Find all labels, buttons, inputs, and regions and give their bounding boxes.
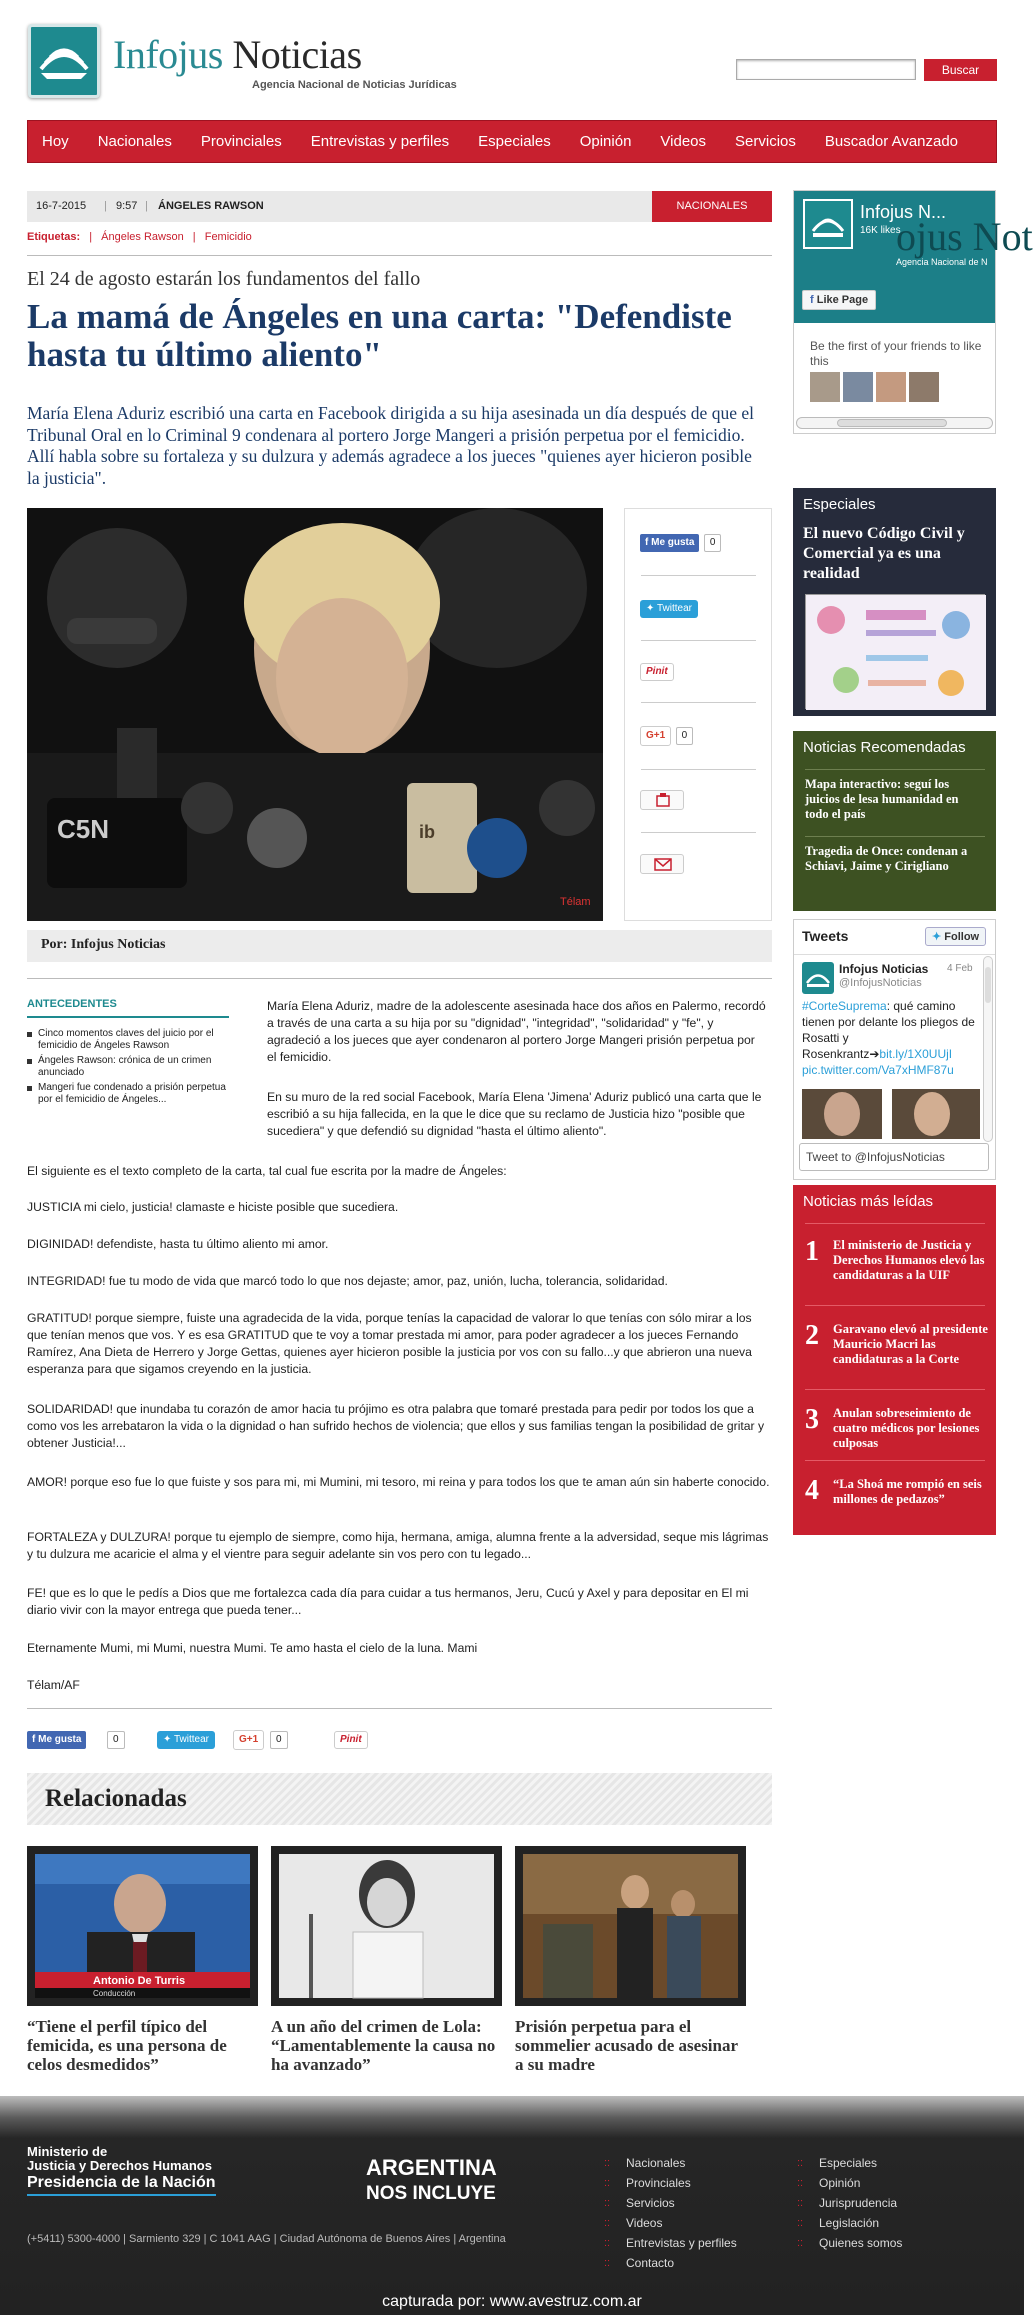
- avatar[interactable]: [843, 372, 873, 402]
- body-paragraph: DIGINIDAD! defendiste, hasta tu último aliento mi amor.: [27, 1237, 329, 1251]
- body-paragraph: JUSTICIA mi cielo, justicia! clamaste e hiciste posible que sucediera.: [27, 1200, 399, 1214]
- pinterest-button[interactable]: Pinit: [334, 1731, 368, 1749]
- fb-cover-brand: ojus Not: [896, 214, 1033, 259]
- antecedentes-box: [27, 998, 229, 1109]
- facebook-like-count: 0: [704, 534, 722, 552]
- fb-page-avatar[interactable]: [803, 199, 853, 249]
- body-paragraph: FE! que es lo que le pedís a Dios que me fortalezca cada día para cuidar a tus hermanos, Jeru, Cucú y Axel y para depositar en El mi diario vivir con la mayor entrega que pueda tener...: [27, 1586, 749, 1617]
- print-icon: [640, 790, 684, 810]
- tweet-text: #CorteSuprema: qué camino tienen por delante los pliegos de Rosatti y Rosenkrantz➔bit.ly/1X0UUjI pic.twitter.com/Va7xHMF87u: [802, 999, 975, 1077]
- fb-friend-avatars: [810, 372, 939, 402]
- tag-link[interactable]: Femicidio: [204, 231, 252, 243]
- article-kicker: El 24 de agosto estarán los fundamentos del fallo: [27, 268, 421, 290]
- related-thumbnail[interactable]: [271, 1846, 502, 2006]
- svg-text:ib: ib: [419, 822, 435, 842]
- google-plus-count: 0: [270, 1731, 288, 1749]
- body-paragraph: AMOR! porque eso fue lo que fuiste y sos para mi, mi Mumini, mi tesoro, mi reina y para todos los que te aman aún sin haberte conocido.: [27, 1475, 770, 1489]
- recomendada-item[interactable]: Tragedia de Once: condenan a Schiavi, Jaime y Cirigliano: [805, 844, 968, 873]
- facebook-page-widget: [793, 190, 1033, 434]
- recomendada-item[interactable]: Mapa interactivo: seguí los juicios de lesa humanidad en todo el país: [805, 777, 959, 821]
- avatar[interactable]: [909, 372, 939, 402]
- footer-ministerio[interactable]: Ministerio de Justicia y Derechos Humanos: [27, 2144, 212, 2173]
- twitter-bird-icon: ✦: [646, 603, 657, 614]
- tweet-link[interactable]: bit.ly/1X0UUjI: [879, 1047, 953, 1061]
- footer-link[interactable]: :: Contacto: [604, 2253, 737, 2273]
- divider: [27, 255, 772, 256]
- footer-link[interactable]: :: Legislación: [797, 2213, 902, 2233]
- facebook-like-button[interactable]: f Me gusta: [640, 534, 699, 552]
- nav-item-provinciales[interactable]: Provinciales: [200, 133, 282, 150]
- pinterest-button[interactable]: Pinit: [640, 663, 674, 681]
- tweets-title: Tweets: [802, 928, 849, 944]
- nav-item-videos[interactable]: Videos: [660, 133, 707, 150]
- related-overlay-role: Conducción: [93, 1989, 136, 1998]
- nav-item-nacionales[interactable]: Nacionales: [97, 133, 172, 150]
- body-paragraph: GRATITUD! porque siempre, fuiste una agradecida de la vida, porque tenías la capacidad de valorar lo que tenías con sólo mirar a los que tenían menos que vos. Y es esa GRATITUD que te voy a tomar prestada mi amor, para poder agradecer a los jueces Fernando Ramírez, Ana Dieta de Herrero y Jorge Gettas, quienes ayer hicieron posible la justicia por vos con su fallo...y que abrieron una nueva esperanza para que sigamos creyendo en la justicia.: [27, 1311, 752, 1376]
- share-column: [624, 508, 772, 921]
- related-thumbnail[interactable]: [27, 1846, 258, 2006]
- email-button[interactable]: [640, 854, 684, 880]
- tweet-author-name[interactable]: Infojus Noticias: [839, 962, 929, 976]
- envelope-icon: [640, 854, 684, 874]
- nav-item-buscador[interactable]: Buscador Avanzado: [824, 133, 959, 150]
- related-caption[interactable]: A un año del crimen de Lola: “Lamentablemente la causa no ha avanzado”: [271, 2017, 496, 2074]
- body-paragraph: El siguiente es el texto completo de la carta, tal cual fue escrita por la madre de Ángeles:: [27, 1164, 507, 1178]
- fb-first-friends: Be the first of your friends to like this: [810, 339, 982, 368]
- antecedente-link[interactable]: Ángeles Rawson: crónica de un crimen anunciado: [27, 1055, 229, 1079]
- nav-item-servicios[interactable]: Servicios: [735, 133, 796, 150]
- footer-link[interactable]: :: Videos: [604, 2213, 737, 2233]
- mas-leida-item[interactable]: 1 El ministerio de Justicia y Derechos Humanos elevó las candidaturas a la UIF: [805, 1236, 985, 1282]
- bottom-share-bar: [27, 1728, 772, 1754]
- article-topic[interactable]: ÁNGELES RAWSON: [158, 200, 264, 212]
- article-date: 16-7-2015: [36, 200, 87, 212]
- article-lead: María Elena Aduriz escribió una carta en Facebook dirigida a su hija asesinada un día después de que el Tribunal Oral en lo Criminal 9 condenara al portero Jorge Mangeri a prisión perpetua por el femicidio. Allí habla sobre su fortaleza y su dulzura y además agradece a los jueces "quienes ayer hicieron posible la justicia".: [27, 403, 754, 488]
- body-paragraph: Eternamente Mumi, mi Mumi, nuestra Mumi. Te amo hasta el cielo de la luna. Mami: [27, 1641, 478, 1655]
- main-nav: [27, 120, 997, 163]
- related-caption[interactable]: Prisión perpetua para el sommelier acusado de asesinar a su madre: [515, 2017, 738, 2074]
- google-plus-count: 0: [676, 727, 694, 745]
- google-plus-button[interactable]: G+1: [640, 726, 671, 746]
- footer-link[interactable]: :: Quienes somos: [797, 2233, 902, 2253]
- footer-contact: (+5411) 5300-4000 | Sarmiento 329 | C 1041 AAG | Ciudad Autónoma de Buenos Aires | Argentina: [27, 2233, 506, 2245]
- facebook-icon: f: [810, 294, 817, 306]
- footer-presidencia[interactable]: Presidencia de la Nación: [27, 2174, 216, 2196]
- tag-link[interactable]: Ángeles Rawson: [101, 231, 184, 243]
- tweet-hashtag[interactable]: #CorteSuprema: [802, 999, 887, 1013]
- avatar[interactable]: [802, 962, 834, 994]
- photo-credit: Télam: [560, 896, 591, 908]
- footer-links-col2: [797, 2153, 902, 2253]
- antecedente-link[interactable]: Cinco momentos claves del juicio por el femicidio de Ángeles Rawson: [27, 1028, 229, 1052]
- tweet-image[interactable]: [802, 1089, 980, 1139]
- recomendadas-title: Noticias Recomendadas: [803, 739, 966, 756]
- article-source: Télam/AF: [27, 1678, 80, 1692]
- body-paragraph: SOLIDARIDAD! que inundaba tu corazón de amor hacia tu prójimo es otra palabra que tomaré prestada para pedir por todos los que a como vos les arrebataron la vida o la dignidad o han sufrido hechos de violencia; que ellos y sus familias tengan la posibilidad de gritar y obtener Justicia!...: [27, 1402, 765, 1450]
- footer-link[interactable]: :: Servicios: [604, 2193, 737, 2213]
- nav-item-hoy[interactable]: Hoy: [42, 133, 69, 150]
- article-time: 9:57: [116, 200, 138, 212]
- tweets-scrollbar[interactable]: [983, 956, 993, 1142]
- mas-leidas-box: [793, 1185, 996, 1535]
- avatar[interactable]: [810, 372, 840, 402]
- recomendadas-box: [793, 731, 996, 911]
- print-button[interactable]: [640, 790, 684, 816]
- avatar[interactable]: [876, 372, 906, 402]
- site-logo[interactable]: [28, 24, 100, 98]
- facebook-like-button[interactable]: f Me gusta: [27, 1731, 86, 1749]
- article-headline: La mamá de Ángeles en una carta: "Defendiste hasta tu último aliento": [27, 297, 732, 374]
- divider: [27, 978, 772, 979]
- mas-leida-item[interactable]: 2 Garavano elevó al presidente Mauricio Macri las candidaturas a la Corte: [805, 1320, 988, 1366]
- antecedente-link[interactable]: Mangeri fue condenado a prisión perpetua por el femicidio de Ángeles...: [27, 1082, 229, 1106]
- tweet-author-handle[interactable]: @InfojusNoticias: [839, 977, 922, 989]
- related-overlay-name: Antonio De Turris: [93, 1975, 186, 1987]
- related-title: Relacionadas: [27, 1773, 772, 1825]
- fb-likes-count: 16K likes: [860, 225, 901, 236]
- nav-item-opinion[interactable]: Opinión: [579, 133, 632, 150]
- fb-page-name[interactable]: Infojus N...: [860, 202, 947, 222]
- divider: [27, 1708, 772, 1709]
- article-photo[interactable]: [27, 508, 603, 921]
- twitter-widget: [793, 919, 996, 1180]
- section-badge[interactable]: NACIONALES: [652, 191, 772, 222]
- brand-name[interactable]: Infojus Noticias: [113, 32, 362, 77]
- body-paragraph: En su muro de la red social Facebook, María Elena 'Jimena' Aduriz publicó una carta que le escribió a su hija fallecida, en la que le dice que su reclamo de Justicia hizo "posible que sucediera" y que defendió su dignidad "hasta el último aliento".: [267, 1090, 762, 1138]
- mas-leida-item[interactable]: 3 Anulan sobreseimiento de cuatro médicos por lesiones culposas: [805, 1404, 980, 1450]
- tweet-button[interactable]: ✦ Twittear: [157, 1731, 215, 1749]
- fb-like-page-button[interactable]: f Like Page: [802, 290, 876, 310]
- search-input[interactable]: [736, 59, 916, 80]
- especiales-title: Especiales: [803, 496, 876, 513]
- footer-argentina-logo: ARGENTINA NOS INCLUYE: [366, 2155, 497, 2204]
- fb-widget-scrollbar[interactable]: [796, 417, 993, 429]
- google-plus-button[interactable]: G+1: [233, 1730, 264, 1750]
- body-paragraph: María Elena Aduriz, madre de la adolescente asesinada hace dos años en Palermo, recordó a través de una carta a su hija por su "dignidad", "integridad", "solidaridad" y "fe", y agradeció a los jueces que ayer condenaron al portero Jorge Mangeri prisión perpetua por el femicidio.: [267, 999, 766, 1064]
- tags-label: Etiquetas:: [27, 231, 81, 243]
- footer-link[interactable]: :: Jurisprudencia: [797, 2193, 902, 2213]
- mas-leida-item[interactable]: 4 “La Shoá me rompió en seis millones de pedazos”: [805, 1475, 982, 1506]
- twitter-bird-icon: ✦: [163, 1734, 174, 1745]
- twitter-follow-button[interactable]: ✦ Follow: [925, 927, 986, 946]
- facebook-cover[interactable]: [794, 191, 1033, 323]
- especiales-item[interactable]: El nuevo Código Civil y Comercial ya es una realidad: [803, 525, 965, 582]
- facebook-icon: f: [645, 537, 652, 548]
- footer-link[interactable]: :: Nacionales: [604, 2153, 737, 2173]
- footer-link[interactable]: :: Opinión: [797, 2173, 902, 2193]
- twitter-bird-icon: ✦: [932, 931, 945, 943]
- tweet-date[interactable]: 4 Feb: [947, 963, 973, 974]
- tweet-to-input[interactable]: Tweet to @InfojusNoticias: [799, 1143, 989, 1171]
- nav-item-entrevistas[interactable]: Entrevistas y perfiles: [310, 133, 450, 150]
- article-byline: Por: Infojus Noticias: [27, 930, 772, 962]
- facebook-icon: f: [32, 1734, 39, 1745]
- footer-link[interactable]: :: Especiales: [797, 2153, 902, 2173]
- especiales-box: [793, 488, 996, 716]
- especiales-image[interactable]: [805, 594, 985, 709]
- tweet-button[interactable]: ✦ Twittear: [640, 600, 698, 618]
- footer-link[interactable]: :: Entrevistas y perfiles: [604, 2233, 737, 2253]
- body-paragraph: FORTALEZA y DULZURA! porque tu ejemplo de siempre, como hija, hermana, amiga, alumna frente a la adversidad, seque mis lágrimas y tu dulzura me acaricie el alma y el vientre para seguir adelante sin vos pero con tu legado...: [27, 1530, 769, 1561]
- facebook-like-count: 0: [107, 1731, 125, 1749]
- tweet-link[interactable]: pic.twitter.com/Va7xHMF87u: [802, 1063, 954, 1077]
- antecedentes-title: ANTECEDENTES: [27, 998, 229, 1018]
- related-thumbnail[interactable]: [515, 1846, 746, 2006]
- mas-leidas-title: Noticias más leídas: [803, 1193, 934, 1210]
- article-meta-bar: 16-7-2015 | 9:57 | ÁNGELES RAWSON: [27, 191, 772, 222]
- body-paragraph: INTEGRIDAD! fue tu modo de vida que marcó todo lo que nos dejaste; amor, paz, unión, lucha, tolerancia, solidaridad.: [27, 1274, 668, 1288]
- fb-cover-subtitle: Agencia Nacional de N: [896, 257, 988, 267]
- article-tags: Etiquetas: | Ángeles Rawson | Femicidio: [27, 231, 252, 243]
- footer-links-col1: [604, 2153, 737, 2273]
- related-caption[interactable]: “Tiene el perfil típico del femicida, es una persona de celos desmedidos”: [27, 2017, 227, 2074]
- search-button[interactable]: Buscar: [924, 59, 997, 81]
- brand-subtitle: Agencia Nacional de Noticias Jurídicas: [252, 79, 457, 91]
- capture-watermark: capturada por: www.avestruz.com.ar: [382, 2293, 642, 2310]
- footer-link[interactable]: :: Provinciales: [604, 2173, 737, 2193]
- nav-item-especiales[interactable]: Especiales: [478, 133, 551, 150]
- svg-text:C5N: C5N: [57, 814, 110, 844]
